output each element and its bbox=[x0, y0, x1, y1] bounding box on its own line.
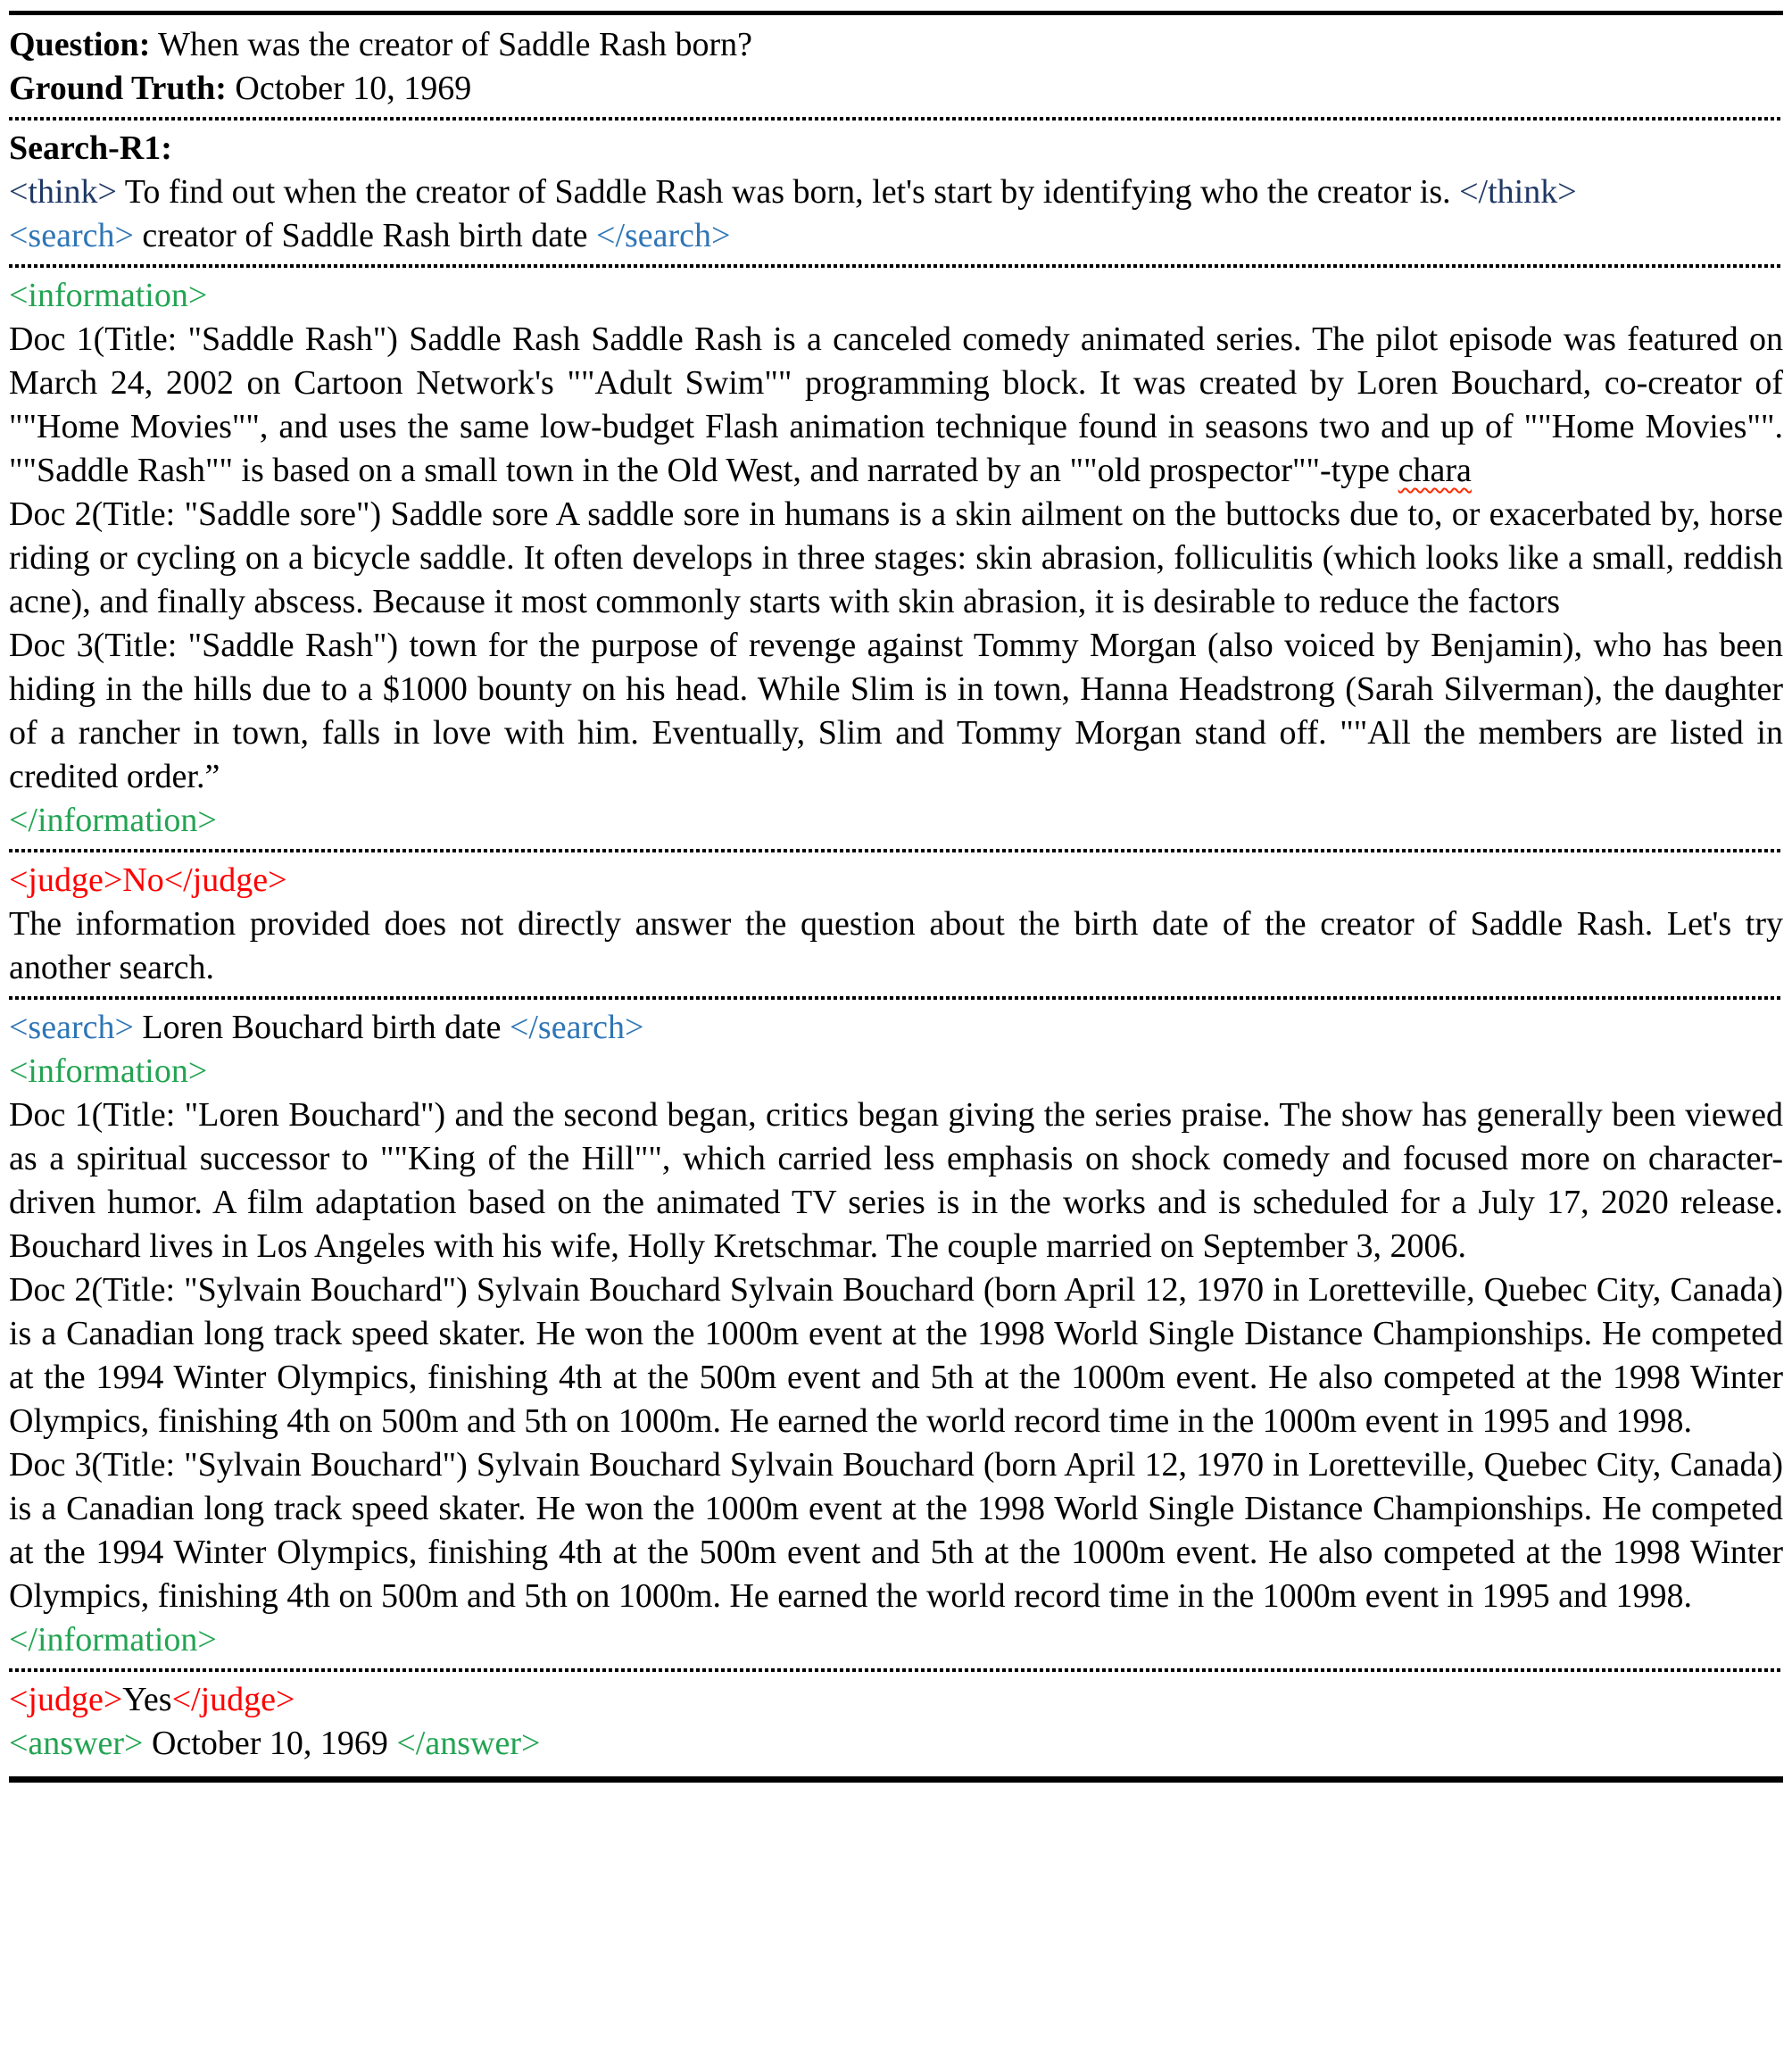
doc-text: Doc 3(Title: "Saddle Rash") town for the purpose of revenge against Tommy Morgan (also voiced by Benjamin), who has been hiding in the hills due to a $1000 bounty on his head. While Slim is in town, Hanna Headstrong (Sarah Silverman), the daughter of a rancher in town, falls in love with him. Eventually, Slim and Tommy Morgan stand off. ""All the members are listed in credited order.” bbox=[9, 627, 1783, 795]
search-close-tag: </search> bbox=[509, 1009, 644, 1046]
model-name: Search-R1: bbox=[9, 129, 172, 167]
search-query-1: creator of Saddle Rash birth date bbox=[133, 217, 597, 254]
judge-line-2 bbox=[9, 1678, 1783, 1722]
doc-paragraph bbox=[9, 1093, 1783, 1268]
judge-open-tag: <judge> bbox=[9, 861, 123, 899]
search-query-2: Loren Bouchard birth date bbox=[133, 1009, 510, 1046]
think-text: To find out when the creator of Saddle Rash was born, let's start by identifying who the creator is. bbox=[116, 173, 1460, 211]
judge-line-1 bbox=[9, 859, 1783, 902]
judge-close-tag: </judge> bbox=[163, 861, 287, 899]
ground-truth-text: October 10, 1969 bbox=[226, 70, 472, 107]
think-open-tag: <think> bbox=[9, 173, 117, 211]
separator bbox=[9, 849, 1783, 852]
information-open-tag: <information> bbox=[9, 1052, 208, 1090]
doc-text: Doc 2(Title: "Sylvain Bouchard") Sylvain Bouchard Sylvain Bouchard (born April 12, 1970 in Loretteville, Quebec City, Canada) is a Canadian long track speed skater. He won the 1000m event at the 1998 World Single Distance Championships. He competed at the 1994 Winter Olympics, finishing 4th at the 500m event and 5th at the 1000m event. He also competed at the 1998 Winter Olympics, finishing 4th on 500m and 5th on 1000m. He earned the world record time in the 1000m event in 1995 and 1998. bbox=[9, 1271, 1783, 1440]
top-rule bbox=[9, 11, 1783, 15]
information-close-line-1 bbox=[9, 799, 1783, 843]
search-open-tag: <search> bbox=[9, 1009, 134, 1046]
separator bbox=[9, 264, 1783, 268]
information-open-tag: <information> bbox=[9, 277, 208, 314]
answer-close-tag: </answer> bbox=[396, 1725, 541, 1762]
doc-text: Doc 1(Title: "Loren Bouchard") and the second began, critics began giving the series praise. The show has generally been viewed as a spiritual successor to ""King of the Hill"", which carried less emphasis on shock comedy and focused more on character-driven humor. A film adaptation based on the animated TV series is in the works and is scheduled for a July 17, 2020 release. Bouchard lives in Los Angeles with his wife, Holly Kretschmar. The couple married on September 3, 2006. bbox=[9, 1096, 1783, 1265]
search-close-tag: </search> bbox=[596, 217, 731, 254]
separator bbox=[9, 996, 1783, 1000]
answer-text: October 10, 1969 bbox=[143, 1725, 397, 1762]
think-close-tag: </think> bbox=[1459, 173, 1577, 211]
answer-line bbox=[9, 1722, 1783, 1766]
judge-open-tag: <judge> bbox=[9, 1681, 123, 1718]
answer-open-tag: <answer> bbox=[9, 1725, 144, 1762]
doc-paragraph bbox=[9, 318, 1783, 493]
judge-comment bbox=[9, 902, 1783, 990]
ground-truth-label: Ground Truth: bbox=[9, 70, 227, 107]
separator bbox=[9, 1668, 1783, 1672]
doc-text: Doc 3(Title: "Sylvain Bouchard") Sylvain Bouchard Sylvain Bouchard (born April 12, 1970 in Loretteville, Quebec City, Canada) is a Canadian long track speed skater. He won the 1000m event at the 1998 World Single Distance Championships. He competed at the 1994 Winter Olympics, finishing 4th at the 500m event and 5th at the 1000m event. He also competed at the 1998 Winter Olympics, finishing 4th on 500m and 5th on 1000m. He earned the world record time in the 1000m event in 1995 and 1998. bbox=[9, 1446, 1783, 1615]
information-open-line-1 bbox=[9, 274, 1783, 318]
question-label: Question: bbox=[9, 26, 151, 63]
doc-text: Doc 2(Title: "Saddle sore") Saddle sore A saddle sore in humans is a skin ailment on the buttocks due to, or exacerbated by, horse riding or cycling on a bicycle saddle. It often develops in three stages: skin abrasion, folliculitis (which looks like a small, reddish acne), and finally abscess. Because it most commonly starts with skin abrasion, it is desirable to reduce the factors bbox=[9, 495, 1783, 620]
doc-paragraph bbox=[9, 1268, 1783, 1443]
bottom-rule bbox=[9, 1776, 1783, 1783]
think-block bbox=[9, 170, 1783, 214]
doc-paragraph bbox=[9, 493, 1783, 624]
ground-truth-line bbox=[9, 67, 1783, 111]
judge-close-tag: </judge> bbox=[171, 1681, 295, 1718]
doc-paragraph bbox=[9, 1443, 1783, 1618]
search-block-2 bbox=[9, 1006, 1783, 1050]
information-close-tag: </information> bbox=[9, 802, 217, 839]
doc-paragraph bbox=[9, 624, 1783, 799]
judge-comment-text: The information provided does not directly answer the question about the birth date of the creator of Saddle Rash. Let's try another search. bbox=[9, 905, 1783, 986]
question-text: When was the creator of Saddle Rash born? bbox=[150, 26, 752, 63]
doc-text: Doc 1(Title: "Saddle Rash") Saddle Rash Saddle Rash is a canceled comedy animated series. The pilot episode was featured on March 24, 2002 on Cartoon Network's ""Adult Swim"" programming block. It was created by Loren Bouchard, co-creator of ""Home Movies"", and uses the same low-budget Flash animation technique found in seasons two and up of ""Home Movies"". ""Saddle Rash"" is based on a small town in the Old West, and narrated by an ""old prospector""-type bbox=[9, 320, 1783, 489]
judge-value-1: No bbox=[122, 861, 164, 899]
search-block-1 bbox=[9, 214, 1783, 258]
information-open-line-2 bbox=[9, 1050, 1783, 1093]
separator bbox=[9, 117, 1783, 121]
search-open-tag: <search> bbox=[9, 217, 134, 254]
question-line bbox=[9, 23, 1783, 67]
information-close-line-2 bbox=[9, 1618, 1783, 1662]
information-close-tag: </information> bbox=[9, 1621, 217, 1659]
misspelled-word: chara bbox=[1398, 452, 1472, 489]
model-name-line bbox=[9, 127, 1783, 170]
judge-value-2: Yes bbox=[122, 1681, 172, 1718]
